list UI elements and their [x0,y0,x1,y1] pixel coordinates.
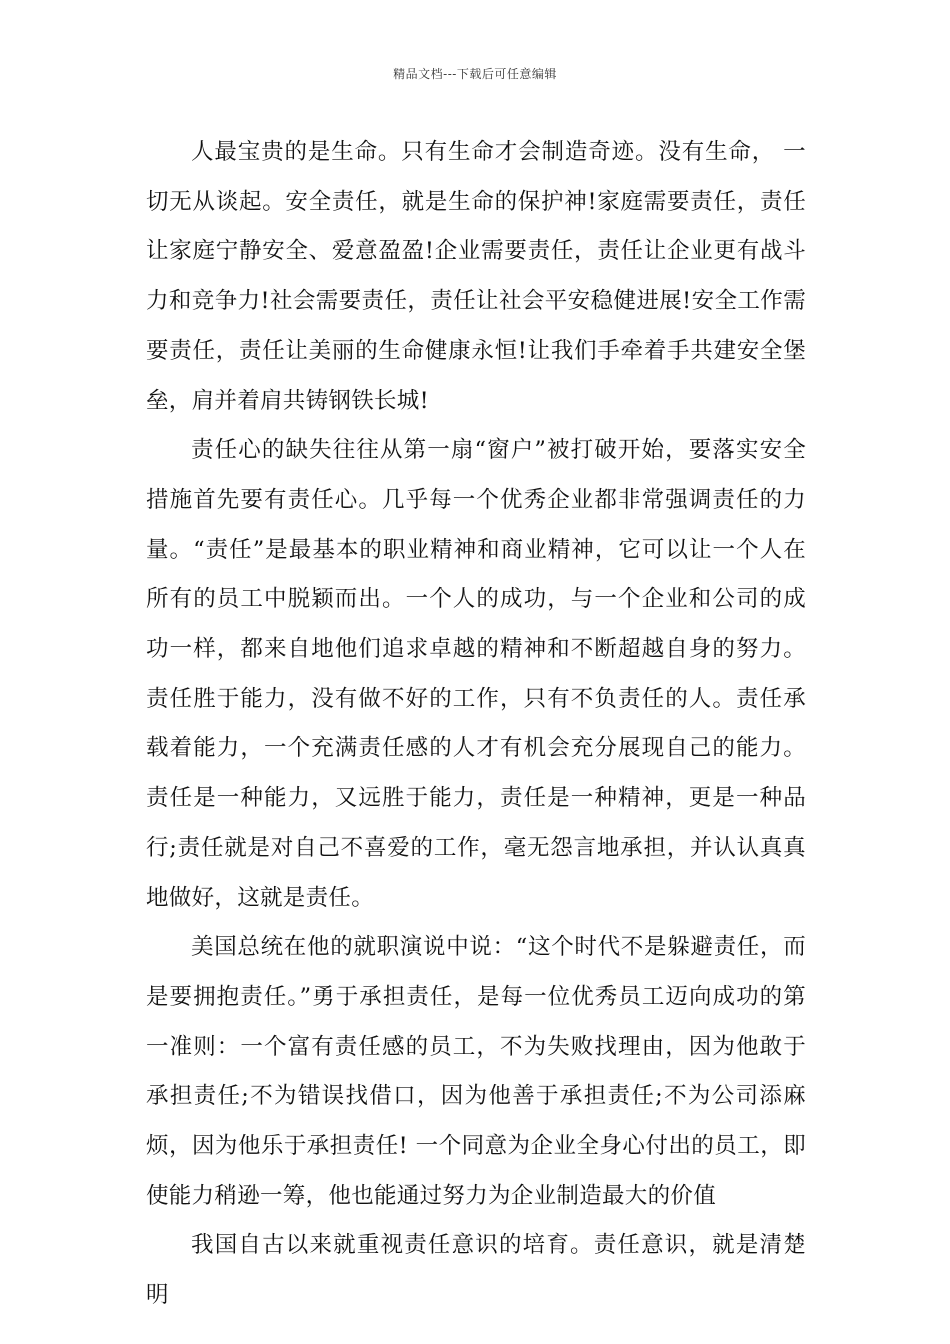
paragraph-life-safety: 人最宝贵的是生命。只有生命才会制造奇迹。没有生命， 一切无从谈起。安全责任，就是生命的保护神!家庭需要责任，责任让家庭宁静安全、爱意盈盈!企业需要责任，责任让企业更有战斗力和竞争力!社会需要责任，责任让社会平安稳健进展!安全工作需要责任，责任让美丽的生命健康永恒!让我们手牵着手共建安全堡垒，肩并着肩共铸钢铁长城! [146,139,806,414]
page-header: 精品文档---下载后可任意编辑 [393,67,557,81]
paragraph-responsibility: 责任心的缺失往往从第一扇“窗户”被打破开始，要落实安全措施首先要有责任心。几乎每一个优秀企业都非常强调责任的力量。“责任”是最基本的职业精神和商业精神，它可以让一个人在所有的员工中脱颖而出。一个人的成功，与一个企业和公司的成功一样，都来自地他们追求卓越的精神和不断超越自身的努力。责任胜于能力，没有做不好的工作，只有不负责任的人。责任承载着能力，一个充满责任感的人才有机会充分展现自己的能力。责任是一种能力，又远胜于能力，责任是一种精神，更是一种品行;责任就是对自己不喜爱的工作，毫无怨言地承担，并认认真真地做好，这就是责任。 [146,437,806,911]
paragraph-ancient-china: 我国自古以来就重视责任意识的培育。责任意识，就是清楚明 [146,1232,806,1309]
paragraph-president-speech: 美国总统在他的就职演说中说：“这个时代不是躲避责任，而是要拥抱责任。”勇于承担责任，是每一位优秀员工迈向成功的第一准则：一个富有责任感的员工，不为失败找理由，因为他敢于承担责任;不为错误找借口，因为他善于承担责任;不为公司添麻烦，因为他乐于承担责任! 一个同意为企业全身心付出的员工，即使能力稍逊一筹，他也能通过努力为企业制造最大的价值 [146,934,806,1209]
document-body [146,128,806,1321]
